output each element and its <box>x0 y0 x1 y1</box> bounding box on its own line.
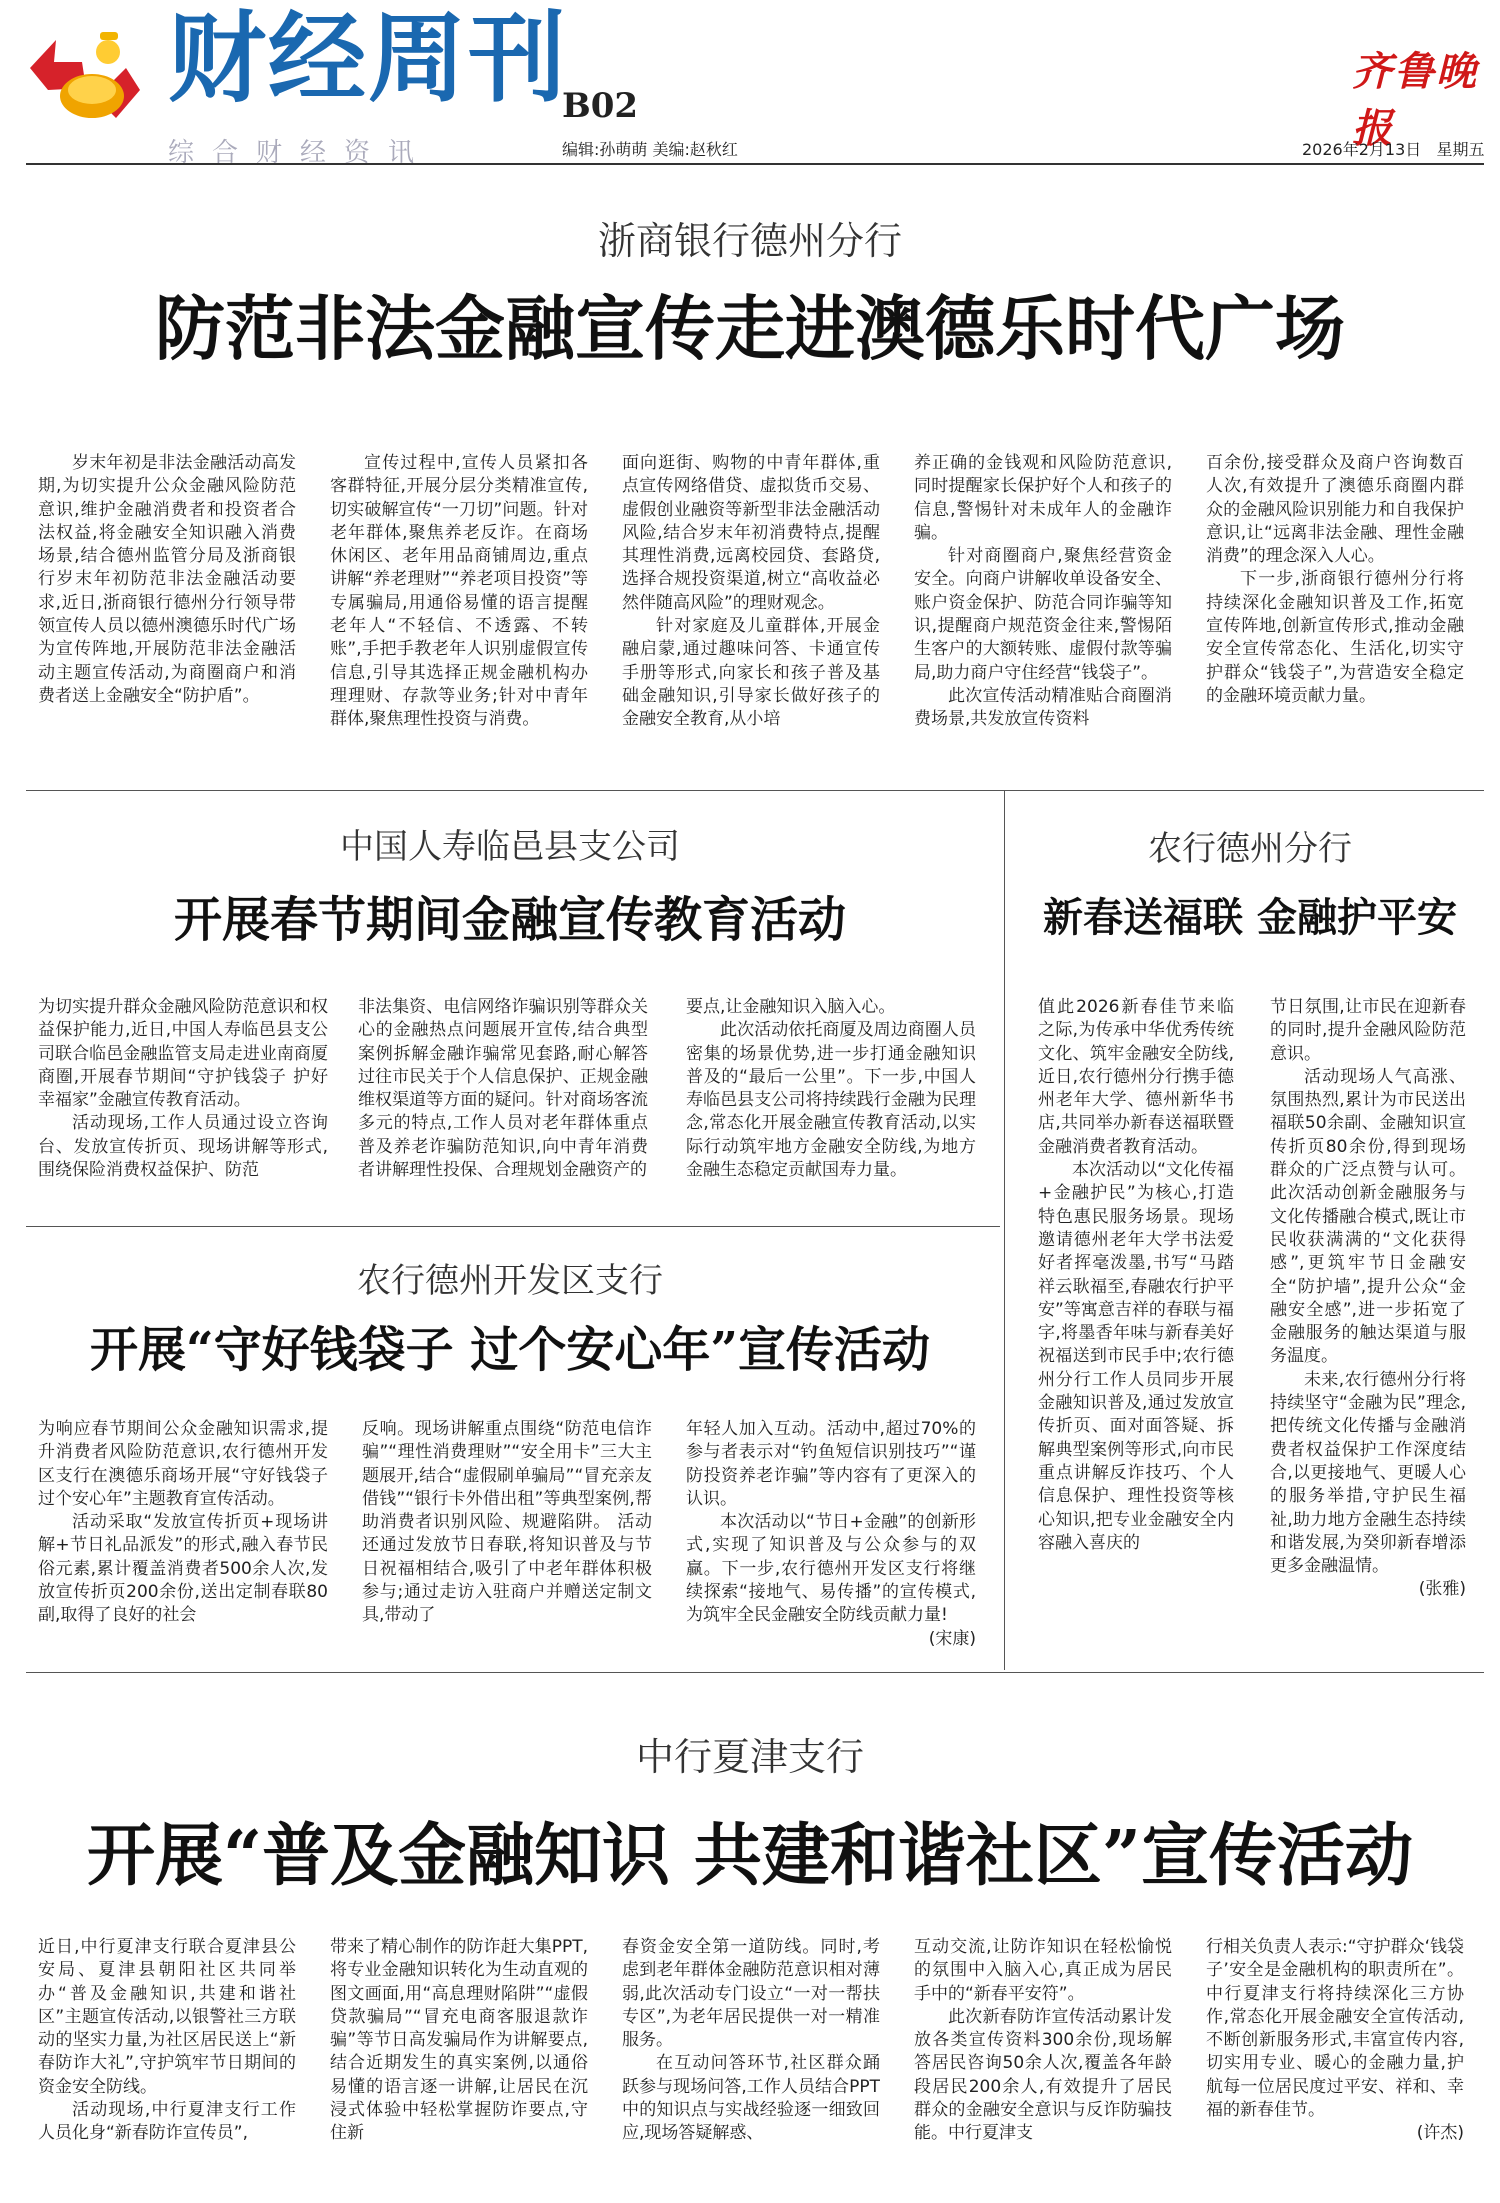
paragraph: 此次活动依托商厦及周边商圈人员密集的场景优势,进一步打通金融知识普及的“最后一公里”。下一步,中国人寿临邑县支公司将持续践行金融为民理念,常态化开展金融宣传教育活动,以实际行动筑牢地方金融安全防线,为地方金融生态稳定贡献国寿力量。 <box>686 1020 976 1181</box>
paragraph: 节日氛围,让市民在迎新春的同时,提升金融风险防范意识。 <box>1270 997 1466 1064</box>
article-1-col-3 <box>622 452 880 758</box>
divider <box>26 1226 1000 1227</box>
a4-col2-text <box>1270 996 1466 1578</box>
paragraph: 未来,农行德州分行将持续坚守“金融为民”理念,把传统文化传播与金融消费者权益保护工作深度结合,以更接地气、更暖人心的服务举措,守护民生福祉,助力地方金融生态持续和谐发展,为癸卯新春增添更多金融温情。 <box>1270 1369 1466 1577</box>
paragraph: 活动采取“发放宣传折页+现场讲解+节日礼品派发”的形式,融入春节民俗元素,累计覆盖消费者500余人次,发放宣传折页200余份,送出定制春联80副,取得了良好的社会 <box>38 1512 328 1626</box>
article-1-col-1 <box>38 452 296 758</box>
article-4-col-1 <box>1038 996 1234 1654</box>
paragraph: 下一步,浙商银行德州分行将持续深化金融知识普及工作,拓宽宣传阵地,创新宣传形式,推动金融安全宣传常态化、生活化,切实守护群众“钱袋子”,为营造安全稳定的金融环境贡献力量。 <box>1206 569 1464 706</box>
page-number: B02 <box>562 86 639 126</box>
paragraph: 活动现场人气高涨、氛围热烈,累计为市民送出福联50余副、金融知识宣传折页80余份,得到现场群众的广泛点赞与认可。此次活动创新金融服务与文化传播融合模式,既让市民收获满满的“文化获得感”,更筑牢节日金融安全“防护墙”,提升公众“金融安全感”,进一步拓宽了金融服务的触达渠道与服务温度。 <box>1270 1066 1466 1367</box>
article-4-byline: (张雅) <box>1418 1579 1466 1600</box>
a5-col5-text: 行相关负责人表示:“守护群众‘钱袋子’安全是金融机构的职责所在”。中行夏津支行将持续深化三方协作,常态化开展金融安全宣传活动,不断创新服务形式,丰富宣传内容,切实用专业、暖心的金融力量,护航每一位居民度过平安、祥和、幸福的新春佳节。 <box>1206 1937 1464 2121</box>
paragraph: 针对家庭及儿童群体,开展金融启蒙,通过趣味问答、卡通宣传手册等形式,向家长和孩子普及基础金融知识,引导家长做好孩子的金融安全教育,从小培 <box>622 616 880 730</box>
a3-col2-text: 反响。现场讲解重点围绕“防范电信诈骗”“理性消费理财”“安全用卡”三大主题展开,结合“虚假刷单骗局”“冒充亲友借钱”“银行卡外借出租”等典型案例,帮助消费者识别风险、规避陷阱。 活动还通过发放节日春联,将知识普及与节日祝福相结合,吸引了中老年群体积极参与;通过走访入驻商户并赠送定制文具,带动了 <box>362 1419 652 1626</box>
paragraph: 本次活动以“文化传福+金融护民”为核心,打造特色惠民服务场景。现场邀请德州老年大学书法爱好者挥毫泼墨,书写“马踏祥云耿福至,春融农行护平安”等寓意吉祥的春联与福字,将墨香年味与新春美好祝福送到市民手中;农行德州分行工作人员同步开展金融知识普及,通过发放宣传折页、面对面答疑、拆解典型案例等形式,向市民重点讲解反诈技巧、个人信息保护、理性投资等核心知识,把专业金融安全内容融入喜庆的 <box>1038 1160 1234 1553</box>
a3-col3-text <box>686 1418 976 1628</box>
article-4-headline: 新春送福联 金融护平安 <box>1043 894 1457 941</box>
article-3-kicker: 农行德州开发区支行 <box>357 1261 663 1301</box>
a1-col2-text: 宣传过程中,宣传人员紧扣各客群特征,开展分层分类精准宣传,切实破解宣传“一刀切”问题。针对老年群体,聚焦养老反诈。在商场休闲区、老年用品商铺周边,重点讲解“养老理财”“养老项目投资”等专属骗局,用通俗易懂的语言提醒老年人“不轻信、不透露、不转账”,手把手教老年人识别虚假宣传信息,引导其选择正规金融机构办理理财、存款等业务;针对中青年群体,聚焦理性投资与消费。 <box>330 453 588 730</box>
article-1-headline: 防范非法金融宣传走进澳德乐时代广场 <box>155 287 1345 370</box>
article-1-col-4 <box>914 452 1172 758</box>
paragraph: 为切实提升群众金融风险防范意识和权益保护能力,近日,中国人寿临邑县支公司联合临邑金融监管支局走进业南商厦商圈,开展春节期间“守护钱袋子 护好幸福家”金融宣传教育活动。 <box>38 997 328 1111</box>
issue-date <box>1302 137 1485 160</box>
article-5-col-3 <box>622 1936 880 2182</box>
paragraph: 针对商圈商户,聚焦经营资金安全。向商户讲解收单设备安全、账户资金保护、防范合同诈骗等知识,提醒商户规范资金往来,警惕陌生客户的大额转账、虚假付款等骗局,助力商户守住经营“钱袋子”。 <box>914 546 1172 683</box>
article-3-headline: 开展“守好钱袋子 过个安心年”宣传活动 <box>90 1322 930 1378</box>
paragraph: 此次新春防诈宣传活动累计发放各类宣传资料300余份,现场解答居民咨询50余人次,覆盖各年龄段居民200余人,有效提升了居民群众的金融安全意识与反诈防骗技能。中行夏津支 <box>914 2006 1172 2144</box>
paragraph: 互动交流,让防诈知识在轻松愉悦的氛围中入脑入心,真正成为居民手中的“新春平安符”。 <box>914 1937 1172 2004</box>
date-text: 2026年2月13日 <box>1302 140 1422 159</box>
paragraph: 此次宣传活动精准贴合商圈消费场景,共发放宣传资料 <box>914 685 1172 730</box>
masthead-logo <box>26 28 146 128</box>
paragraph: 活动现场,中行夏津支行工作人员化身“新春防诈宣传员”, <box>38 2100 296 2144</box>
paragraph: 值此2026新春佳节来临之际,为传承中华优秀传统文化、筑牢金融安全防线,近日,农行德州分行携手德州老年大学、德州新华书店,共同举办新春送福联暨金融消费者教育活动。 <box>1038 997 1234 1157</box>
article-2-kicker: 中国人寿临邑县支公司 <box>340 827 680 867</box>
paragraph: 活动现场,工作人员通过设立咨询台、发放宣传折页、现场讲解等形式,围绕保险消费权益保护、防范 <box>38 1113 328 1181</box>
article-2-col-1 <box>38 996 328 1208</box>
a2-col2-text: 非法集资、电信网络诈骗识别等群众关心的金融热点问题展开宣传,结合典型案例拆解金融诈骗常见套路,耐心解答过往市民关于个人信息保护、正规金融维权渠道等方面的疑问。针对商场客流多元的特点,工作人员对老年群体重点普及养老诈骗防范知识,向中青年消费者讲解理性投保、合理规划金融资产的 <box>358 997 648 1181</box>
article-3-col-1 <box>38 1418 328 1654</box>
masthead-rule <box>26 163 1484 165</box>
article-4-kicker: 农行德州分行 <box>1148 829 1352 869</box>
article-1-col-5 <box>1206 452 1464 758</box>
article-5-headline: 开展“普及金融知识 共建和谐社区”宣传活动 <box>87 1816 1413 1896</box>
a5-col2-text: 带来了精心制作的防诈赶大集PPT,将专业金融知识转化为生动直观的图文画面,用“高息理财陷阱”“虚假贷款骗局”“冒充电商客服退款诈骗”等节日高发骗局作为讲解要点,结合近期发生的真实案例,以通俗易懂的语言逐一讲解,让居民在沉浸式体验中轻松掌握防诈要点,守住新 <box>330 1937 588 2144</box>
section-title: 财经周刊 <box>168 1 569 116</box>
article-2-col-2 <box>358 996 648 1208</box>
a1-col1-text: 岁末年初是非法金融活动高发期,为切实提升公众金融风险防范意识,维护金融消费者和投资者合法权益,将金融安全知识融入消费场景,结合德州监管分局及浙商银行岁末年初防范非法金融活动要求,近日,浙商银行德州分行领导带领宣传人员以德州澳德乐时代广场为宣传阵地,开展防范非法金融活动主题宣传活动,为商圈商户和消费者送上金融安全“防护盾”。 <box>38 453 296 706</box>
article-5-col-5 <box>1206 1936 1464 2182</box>
article-5-kicker: 中行夏津支行 <box>635 1735 864 1779</box>
paragraph: 本次活动以“节日+金融”的创新形式,实现了知识普及与公众参与的双赢。下一步,农行德州开发区支行将继续探索“接地气、易传播”的宣传模式,为筑牢全民金融安全防线贡献力量! <box>686 1512 976 1626</box>
paragraph: 在互动问答环节,社区群众踊跃参与现场问答,工作人员结合PPT中的知识点与实战经验逐一细致回应,现场答疑解惑、 <box>622 2053 880 2144</box>
article-1-kicker: 浙商银行德州分行 <box>597 219 902 263</box>
section-subtitle: 综合财经资讯 <box>168 138 433 168</box>
paragraph: 养正确的金钱观和风险防范意识,同时提醒家长保护好个人和孩子的信息,警惕针对未成年人的金融诈骗。 <box>914 453 1172 543</box>
article-3-col-3 <box>686 1418 976 1654</box>
article-5-byline: (许杰) <box>1416 2123 1464 2144</box>
weekday-text: 星期五 <box>1436 140 1485 159</box>
editor-credit: 编辑:孙萌萌 美编:赵秋红 <box>562 140 738 159</box>
article-4-col-2 <box>1270 996 1466 1654</box>
divider <box>26 1672 1484 1673</box>
paragraph: 面向逛街、购物的中青年群体,重点宣传网络借贷、虚拟货币交易、虚假创业融资等新型非法金融活动风险,结合岁末年初消费特点,提醒其理性消费,远离校园贷、套路贷,选择合规投资渠道,树立“高收益必然伴随高风险”的理财观念。 <box>622 453 880 613</box>
paragraph: 要点,让金融知识入脑入心。 <box>686 997 896 1017</box>
article-2-headline: 开展春节期间金融宣传教育活动 <box>173 892 846 948</box>
paragraph: 春资金安全第一道防线。同时,考虑到老年群体金融防范意识相对薄弱,此次活动专门设立“一对一帮扶专区”,为老年居民提供一对一精准服务。 <box>622 1937 880 2051</box>
paragraph: 百余份,接受群众及商户咨询数百人次,有效提升了澳德乐商圈内群众的金融风险识别能力和自我保护意识,让“远离非法金融、理性金融消费”的理念深入人心。 <box>1206 453 1464 567</box>
article-5-col-1 <box>38 1936 296 2182</box>
article-3-byline: (宋康) <box>928 1628 976 1649</box>
article-2-col-3 <box>686 996 976 1208</box>
divider <box>26 790 1484 791</box>
article-5-col-4 <box>914 1936 1172 2182</box>
article-5-col-2 <box>330 1936 588 2182</box>
paragraph: 为响应春节期间公众金融知识需求,提升消费者风险防范意识,农行德州开发区支行在澳德乐商场开展“守好钱袋子 过个安心年”主题教育宣传活动。 <box>38 1419 328 1509</box>
article-1-col-2 <box>330 452 588 758</box>
newspaper-name: 齐鲁晚报 <box>1352 48 1478 152</box>
column-divider <box>1004 790 1005 1670</box>
paragraph: 近日,中行夏津支行联合夏津县公安局、夏津县朝阳社区共同举办“普及金融知识,共建和谐社区”主题宣传活动,以银警社三方联动的坚实力量,为社区居民送上“新春防诈大礼”,守护筑牢节日期间的资金安全防线。 <box>38 1937 296 2097</box>
paragraph: 年轻人加入互动。活动中,超过70%的参与者表示对“钓鱼短信识别技巧”“谨防投资养老诈骗”等内容有了更深入的认识。 <box>686 1419 976 1509</box>
article-3-col-2 <box>362 1418 652 1654</box>
